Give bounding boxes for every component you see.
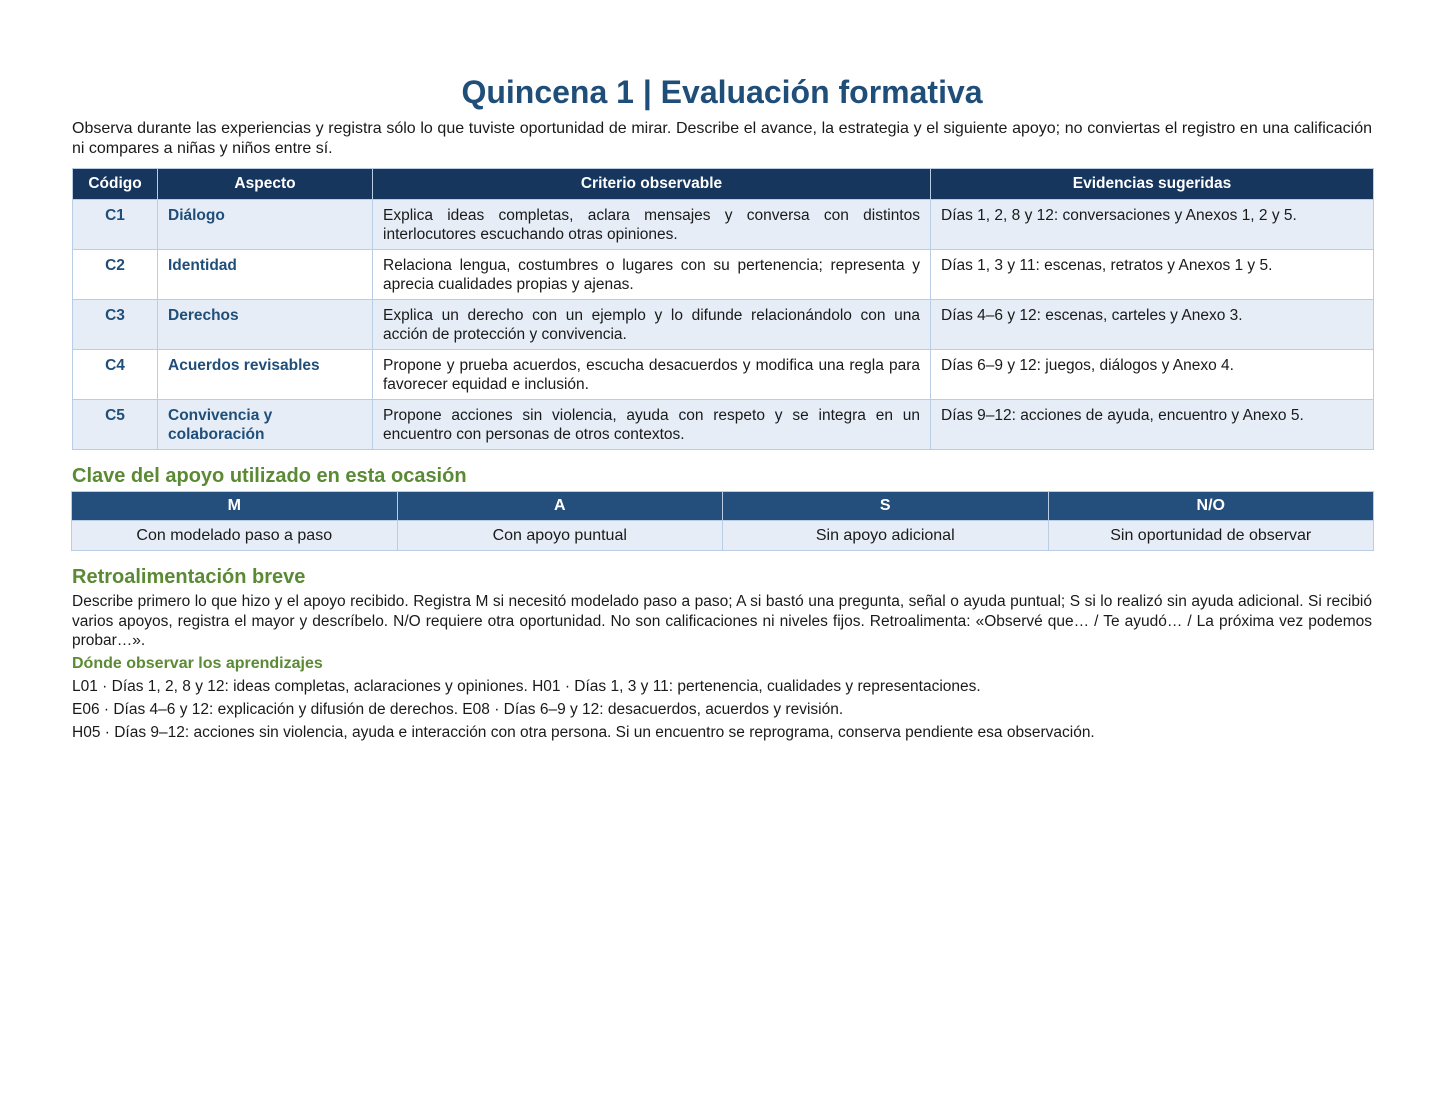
intro-paragraph: Observa durante las experiencias y registra sólo lo que tuviste oportunidad de mirar. Describe el avance, la estrategia y el siguiente apoyo; no conviertas el registro en una calificación ni compares a niñas y niños entre sí. <box>72 120 1372 157</box>
key-value-m: Con modelado paso a paso <box>72 521 398 551</box>
header-aspecto: Aspecto <box>158 169 373 200</box>
feedback-heading: Retroalimentación breve <box>72 566 306 588</box>
criterion-description: Relaciona lengua, costumbres o lugares con su pertenencia; representa y aprecia cualidades propias y ajenas. <box>373 250 931 300</box>
page-title: Quincena 1 | Evaluación formativa <box>461 74 983 110</box>
observe-line: E06 · Días 4–6 y 12: explicación y difusión de derechos. E08 · Días 6–9 y 12: desacuerdos, acuerdos y revisión. <box>72 700 844 718</box>
criterion-evidence: Días 4–6 y 12: escenas, carteles y Anexo 3. <box>931 300 1374 350</box>
table-row <box>73 400 1374 450</box>
criterion-evidence: Días 6–9 y 12: juegos, diálogos y Anexo 4. <box>931 350 1374 400</box>
criterion-evidence: Días 1, 3 y 11: escenas, retratos y Anexos 1 y 5. <box>931 250 1374 300</box>
key-header-a: A <box>397 492 723 521</box>
criterion-code: C5 <box>73 400 158 450</box>
criterion-aspect: Identidad <box>158 250 373 300</box>
observe-line: L01 · Días 1, 2, 8 y 12: ideas completas, aclaraciones y opiniones. H01 · Días 1, 3 y 11: pertenencia, cualidades y representaciones. <box>72 677 981 695</box>
support-key-table <box>71 491 1374 551</box>
criterion-aspect: Convivencia y colaboración <box>158 400 373 450</box>
criterion-description: Explica un derecho con un ejemplo y lo difunde relacionándolo con una acción de protección y convivencia. <box>373 300 931 350</box>
table-row <box>73 250 1374 300</box>
criterion-code: C1 <box>73 200 158 250</box>
header-codigo: Código <box>73 169 158 200</box>
support-key-heading: Clave del apoyo utilizado en esta ocasión <box>72 465 467 487</box>
table-row <box>73 200 1374 250</box>
observe-heading: Dónde observar los aprendizajes <box>72 654 323 672</box>
criteria-table <box>72 168 1374 450</box>
key-value-s: Sin apoyo adicional <box>723 521 1049 551</box>
key-header-s: S <box>723 492 1049 521</box>
evaluation-page <box>72 70 1372 744</box>
criterion-description: Propone acciones sin violencia, ayuda con respeto y se integra en un encuentro con personas de otros contextos. <box>373 400 931 450</box>
criterion-description: Explica ideas completas, aclara mensajes y conversa con distintos interlocutores escuchando otras opiniones. <box>373 200 931 250</box>
table-row <box>73 350 1374 400</box>
support-key-value-row <box>72 521 1374 551</box>
key-value-no: Sin oportunidad de observar <box>1048 521 1374 551</box>
criterion-evidence: Días 9–12: acciones de ayuda, encuentro y Anexo 5. <box>931 400 1374 450</box>
support-key-header-row <box>72 492 1374 521</box>
observe-line: H05 · Días 9–12: acciones sin violencia, ayuda e interacción con otra persona. Si un encuentro se reprograma, conserva pendiente esa observación. <box>72 723 1095 741</box>
table-row <box>73 300 1374 350</box>
criterion-code: C4 <box>73 350 158 400</box>
key-header-m: M <box>72 492 398 521</box>
feedback-paragraph: Describe primero lo que hizo y el apoyo recibido. Registra M si necesitó modelado paso a paso; A si bastó una pregunta, señal o ayuda puntual; S si lo realizó sin ayuda adicional. Si recibió varios apoyos, registra el mayor y descríbelo. N/O requiere otra oportunidad. No son calificaciones ni niveles fijos. Retroalimenta: «Observé que… / Te ayudó… / La próxima vez podemos probar…». <box>72 593 1372 649</box>
criterion-evidence: Días 1, 2, 8 y 12: conversaciones y Anexos 1, 2 y 5. <box>931 200 1374 250</box>
key-value-a: Con apoyo puntual <box>397 521 723 551</box>
criterion-code: C2 <box>73 250 158 300</box>
header-evidencias: Evidencias sugeridas <box>931 169 1374 200</box>
criterion-aspect: Diálogo <box>158 200 373 250</box>
criterion-code: C3 <box>73 300 158 350</box>
criterion-description: Propone y prueba acuerdos, escucha desacuerdos y modifica una regla para favorecer equidad e inclusión. <box>373 350 931 400</box>
header-criterio: Criterio observable <box>373 169 931 200</box>
criteria-header-row <box>73 169 1374 200</box>
criterion-aspect: Derechos <box>158 300 373 350</box>
key-header-no: N/O <box>1048 492 1374 521</box>
criterion-aspect: Acuerdos revisables <box>158 350 373 400</box>
